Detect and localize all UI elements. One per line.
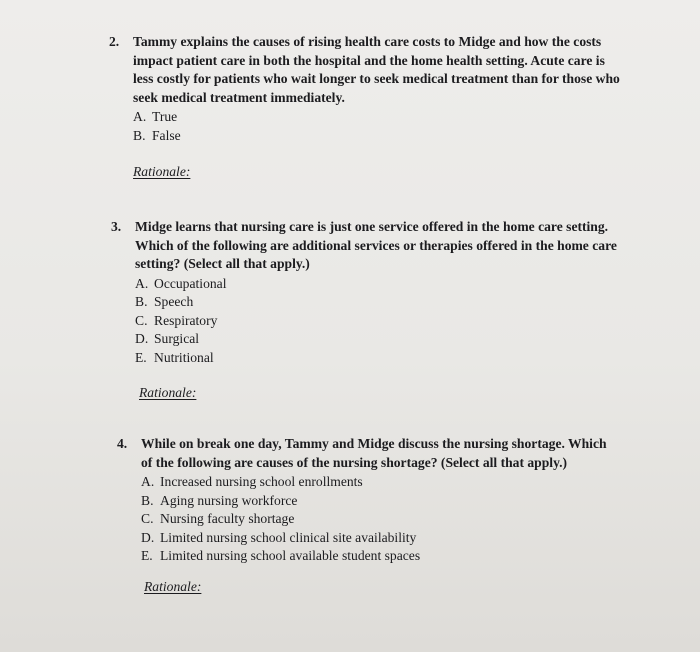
question-text: While on break one day, Tammy and Midge discuss the nursing shortage. Which of the following are causes of the nursing shortage? (Select all that apply.) — [141, 436, 607, 470]
option-letter: A. — [141, 474, 155, 489]
option-letter: E. — [135, 349, 147, 365]
answer-options — [133, 108, 623, 145]
option-label: Nutritional — [154, 349, 214, 365]
option-label: Surgical — [154, 331, 200, 346]
question-2 — [109, 33, 623, 179]
answer-option[interactable] — [141, 473, 621, 492]
option-letter: B. — [141, 492, 154, 508]
answer-option[interactable] — [135, 349, 625, 368]
option-letter: C. — [141, 511, 154, 526]
rationale-label: Rationale: — [133, 164, 191, 179]
option-letter: D. — [135, 331, 149, 346]
option-letter: D. — [141, 529, 155, 545]
question-text: Midge learns that nursing care is just one service offered in the home care setting. Which of the following are additional services or therapies offered in the home care setting? (Select all that apply.) — [135, 219, 617, 271]
rationale-label: Rationale: — [139, 385, 197, 400]
option-letter: A. — [133, 109, 147, 124]
answer-option[interactable] — [135, 275, 625, 294]
answer-options — [135, 275, 625, 368]
answer-option[interactable] — [135, 312, 625, 331]
option-letter: B. — [133, 127, 146, 143]
question-number: 4. — [117, 436, 128, 451]
question-3 — [111, 218, 625, 400]
answer-option[interactable] — [135, 293, 625, 312]
question-number: 3. — [111, 219, 122, 234]
option-label: Aging nursing workforce — [160, 492, 298, 508]
option-letter: A. — [135, 275, 149, 291]
option-letter: E. — [141, 548, 153, 563]
answer-option[interactable] — [135, 330, 625, 349]
answer-option[interactable] — [141, 529, 621, 548]
rationale-label: Rationale: — [144, 579, 202, 594]
option-label: Respiratory — [154, 312, 218, 328]
option-label: Nursing faculty shortage — [160, 511, 295, 526]
answer-option[interactable] — [133, 108, 623, 127]
answer-option[interactable] — [141, 510, 621, 529]
option-letter: B. — [135, 294, 148, 309]
option-label: Speech — [154, 294, 194, 309]
option-label: False — [152, 127, 181, 143]
question-text: Tammy explains the causes of rising health care costs to Midge and how the costs impact patient care in both the hospital and the home health setting. Acute care is less costly for patients who wait longer to seek medical treatment than for those who seek medical treatment immediately. — [133, 34, 620, 105]
option-label: Limited nursing school available student spaces — [160, 548, 421, 563]
option-letter: C. — [135, 312, 148, 328]
answer-option[interactable] — [141, 492, 621, 511]
option-label: Limited nursing school clinical site availability — [160, 529, 417, 545]
question-4 — [117, 435, 621, 594]
answer-option[interactable] — [141, 547, 621, 566]
option-label: Occupational — [154, 275, 227, 291]
answer-option[interactable] — [133, 127, 623, 146]
option-label: True — [152, 109, 178, 124]
question-number: 2. — [109, 34, 120, 49]
answer-options — [141, 473, 621, 566]
option-label: Increased nursing school enrollments — [160, 474, 363, 489]
